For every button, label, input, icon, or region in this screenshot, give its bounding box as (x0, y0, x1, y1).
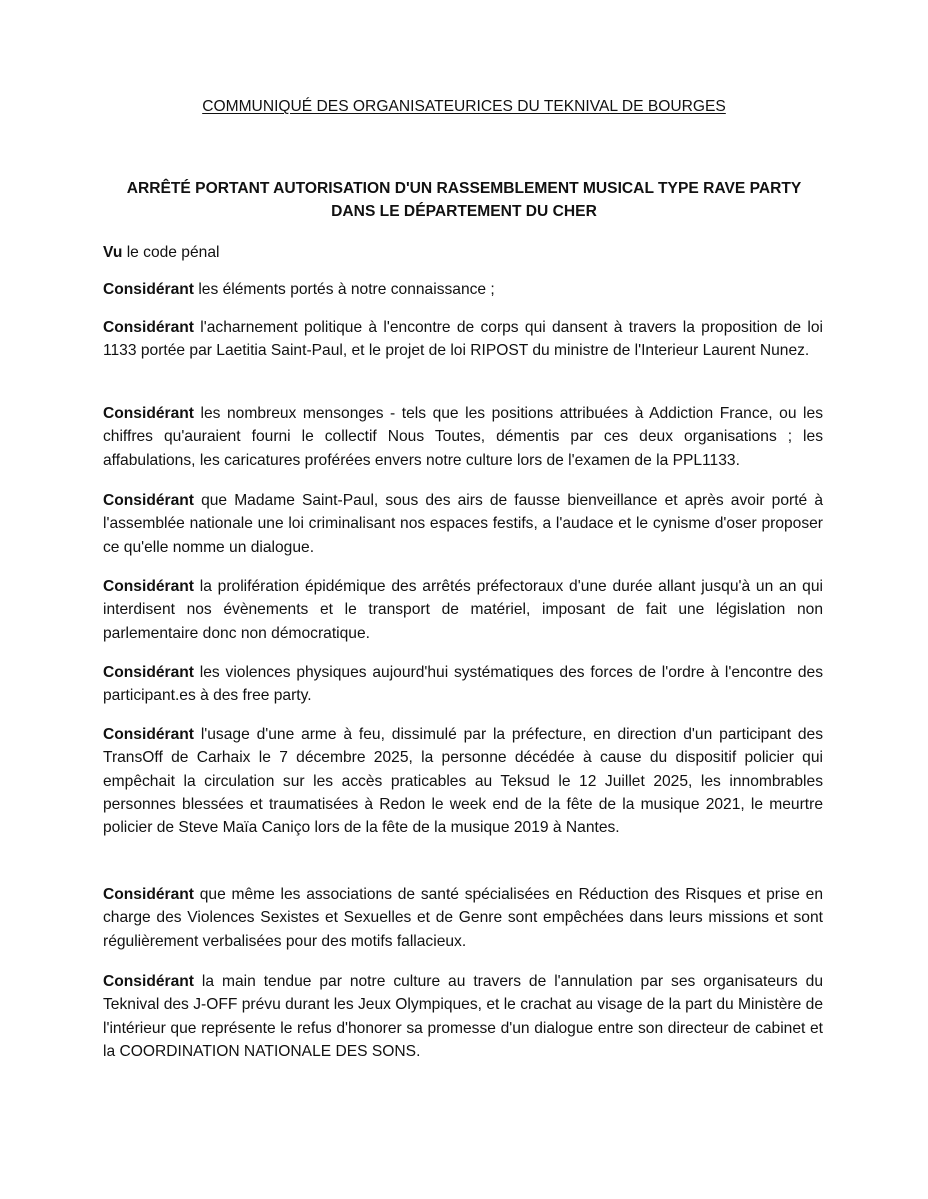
paragraph-considerant-4 (103, 489, 823, 559)
paragraph-keyword: Considérant (103, 578, 194, 595)
paragraph-text: les violences physiques aujourd'hui systématiques des forces de l'ordre à l'encontre des participant.es à des free party. (103, 664, 823, 705)
arrete-title-line-1: ARRÊTÉ PORTANT AUTORISATION D'UN RASSEMBLEMENT MUSICAL TYPE RAVE PARTY (126, 180, 802, 197)
paragraph-keyword: Considérant (103, 319, 194, 336)
arrete-title (90, 177, 838, 223)
paragraph-considerant-3 (103, 402, 823, 472)
paragraph-text: la prolifération épidémique des arrêtés préfectoraux d'une durée allant jusqu'à un an qui interdisent nos évènements et le transport de matériel, imposant de fait une législation non parlementaire donc non démocratique. (103, 578, 823, 642)
paragraph-considerant-2 (103, 316, 823, 363)
paragraph-keyword: Considérant (103, 492, 194, 509)
paragraph-keyword: Considérant (103, 281, 194, 298)
paragraph-text: que Madame Saint-Paul, sous des airs de fausse bienveillance et après avoir porté à l'assemblée nationale une loi criminalisant nos espaces festifs, a l'audace et le cynisme d'oser proposer ce qu'elle nomme un dialogue. (103, 492, 823, 556)
paragraph-keyword: Considérant (103, 664, 194, 681)
paragraph-keyword: Considérant (103, 886, 194, 903)
paragraph-considerant-9 (103, 970, 823, 1063)
paragraph-considerant-6 (103, 661, 823, 708)
paragraph-considerant-1 (103, 278, 823, 301)
paragraph-text: le code pénal (122, 244, 220, 261)
paragraph-text: les nombreux mensonges - tels que les positions attribuées à Addiction France, ou les chiffres qu'auraient fourni le collectif Nous Toutes, démentis par ces deux organisations ; les affabulations, les caricatures proférées envers notre culture lors de l'examen de la PPL1133. (103, 405, 823, 469)
paragraph-text: que même les associations de santé spécialisées en Réduction des Risques et prise en charge des Violences Sexistes et Sexuelles et de Genre sont empêchées dans leurs missions et sont régulièrement verbalisées pour des motifs fallacieux. (103, 886, 823, 950)
paragraph-keyword: Considérant (103, 405, 194, 422)
paragraph-keyword: Considérant (103, 973, 194, 990)
paragraph-keyword: Considérant (103, 726, 194, 743)
communique-header: COMMUNIQUÉ DES ORGANISATEURICES DU TEKNIVAL DE BOURGES (202, 98, 726, 115)
paragraph-considerant-7 (103, 723, 823, 839)
paragraph-text: les éléments portés à notre connaissance ; (193, 281, 495, 298)
arrete-title-line-2: DANS LE DÉPARTEMENT DU CHER (331, 203, 597, 220)
paragraph-considerant-8 (103, 883, 823, 953)
paragraph-text: la main tendue par notre culture au travers de l'annulation par ses organisateurs du Teknival des J-OFF prévu durant les Jeux Olympiques, et le crachat au visage de la part du Ministère de l'intérieur que représente le refus d'honorer sa promesse d'un dialogue entre son directeur de cabinet et la COORDINATION NATIONALE DES SONS. (103, 973, 823, 1060)
paragraph-vu (103, 241, 823, 264)
paragraph-text: l'acharnement politique à l'encontre de corps qui dansent à travers la proposition de loi 1133 portée par Laetitia Saint-Paul, et le projet de loi RIPOST du ministre de l'Interieur Laurent Nunez. (103, 319, 823, 360)
paragraph-considerant-5 (103, 575, 823, 645)
paragraph-keyword: Vu (103, 244, 123, 261)
paragraph-text: l'usage d'une arme à feu, dissimulé par la préfecture, en direction d'un participant des TransOff de Carhaix le 7 décembre 2025, la personne décédée à cause du dispositif policier qui empêchait la circulation sur les accès praticables au Teksud le 12 Juillet 2025, les innombrables personnes blessées et traumatisées à Redon le week end de la fête de la musique 2021, le meurtre policier de Steve Maïa Caniço lors de la fête de la musique 2019 à Nantes. (103, 726, 823, 837)
